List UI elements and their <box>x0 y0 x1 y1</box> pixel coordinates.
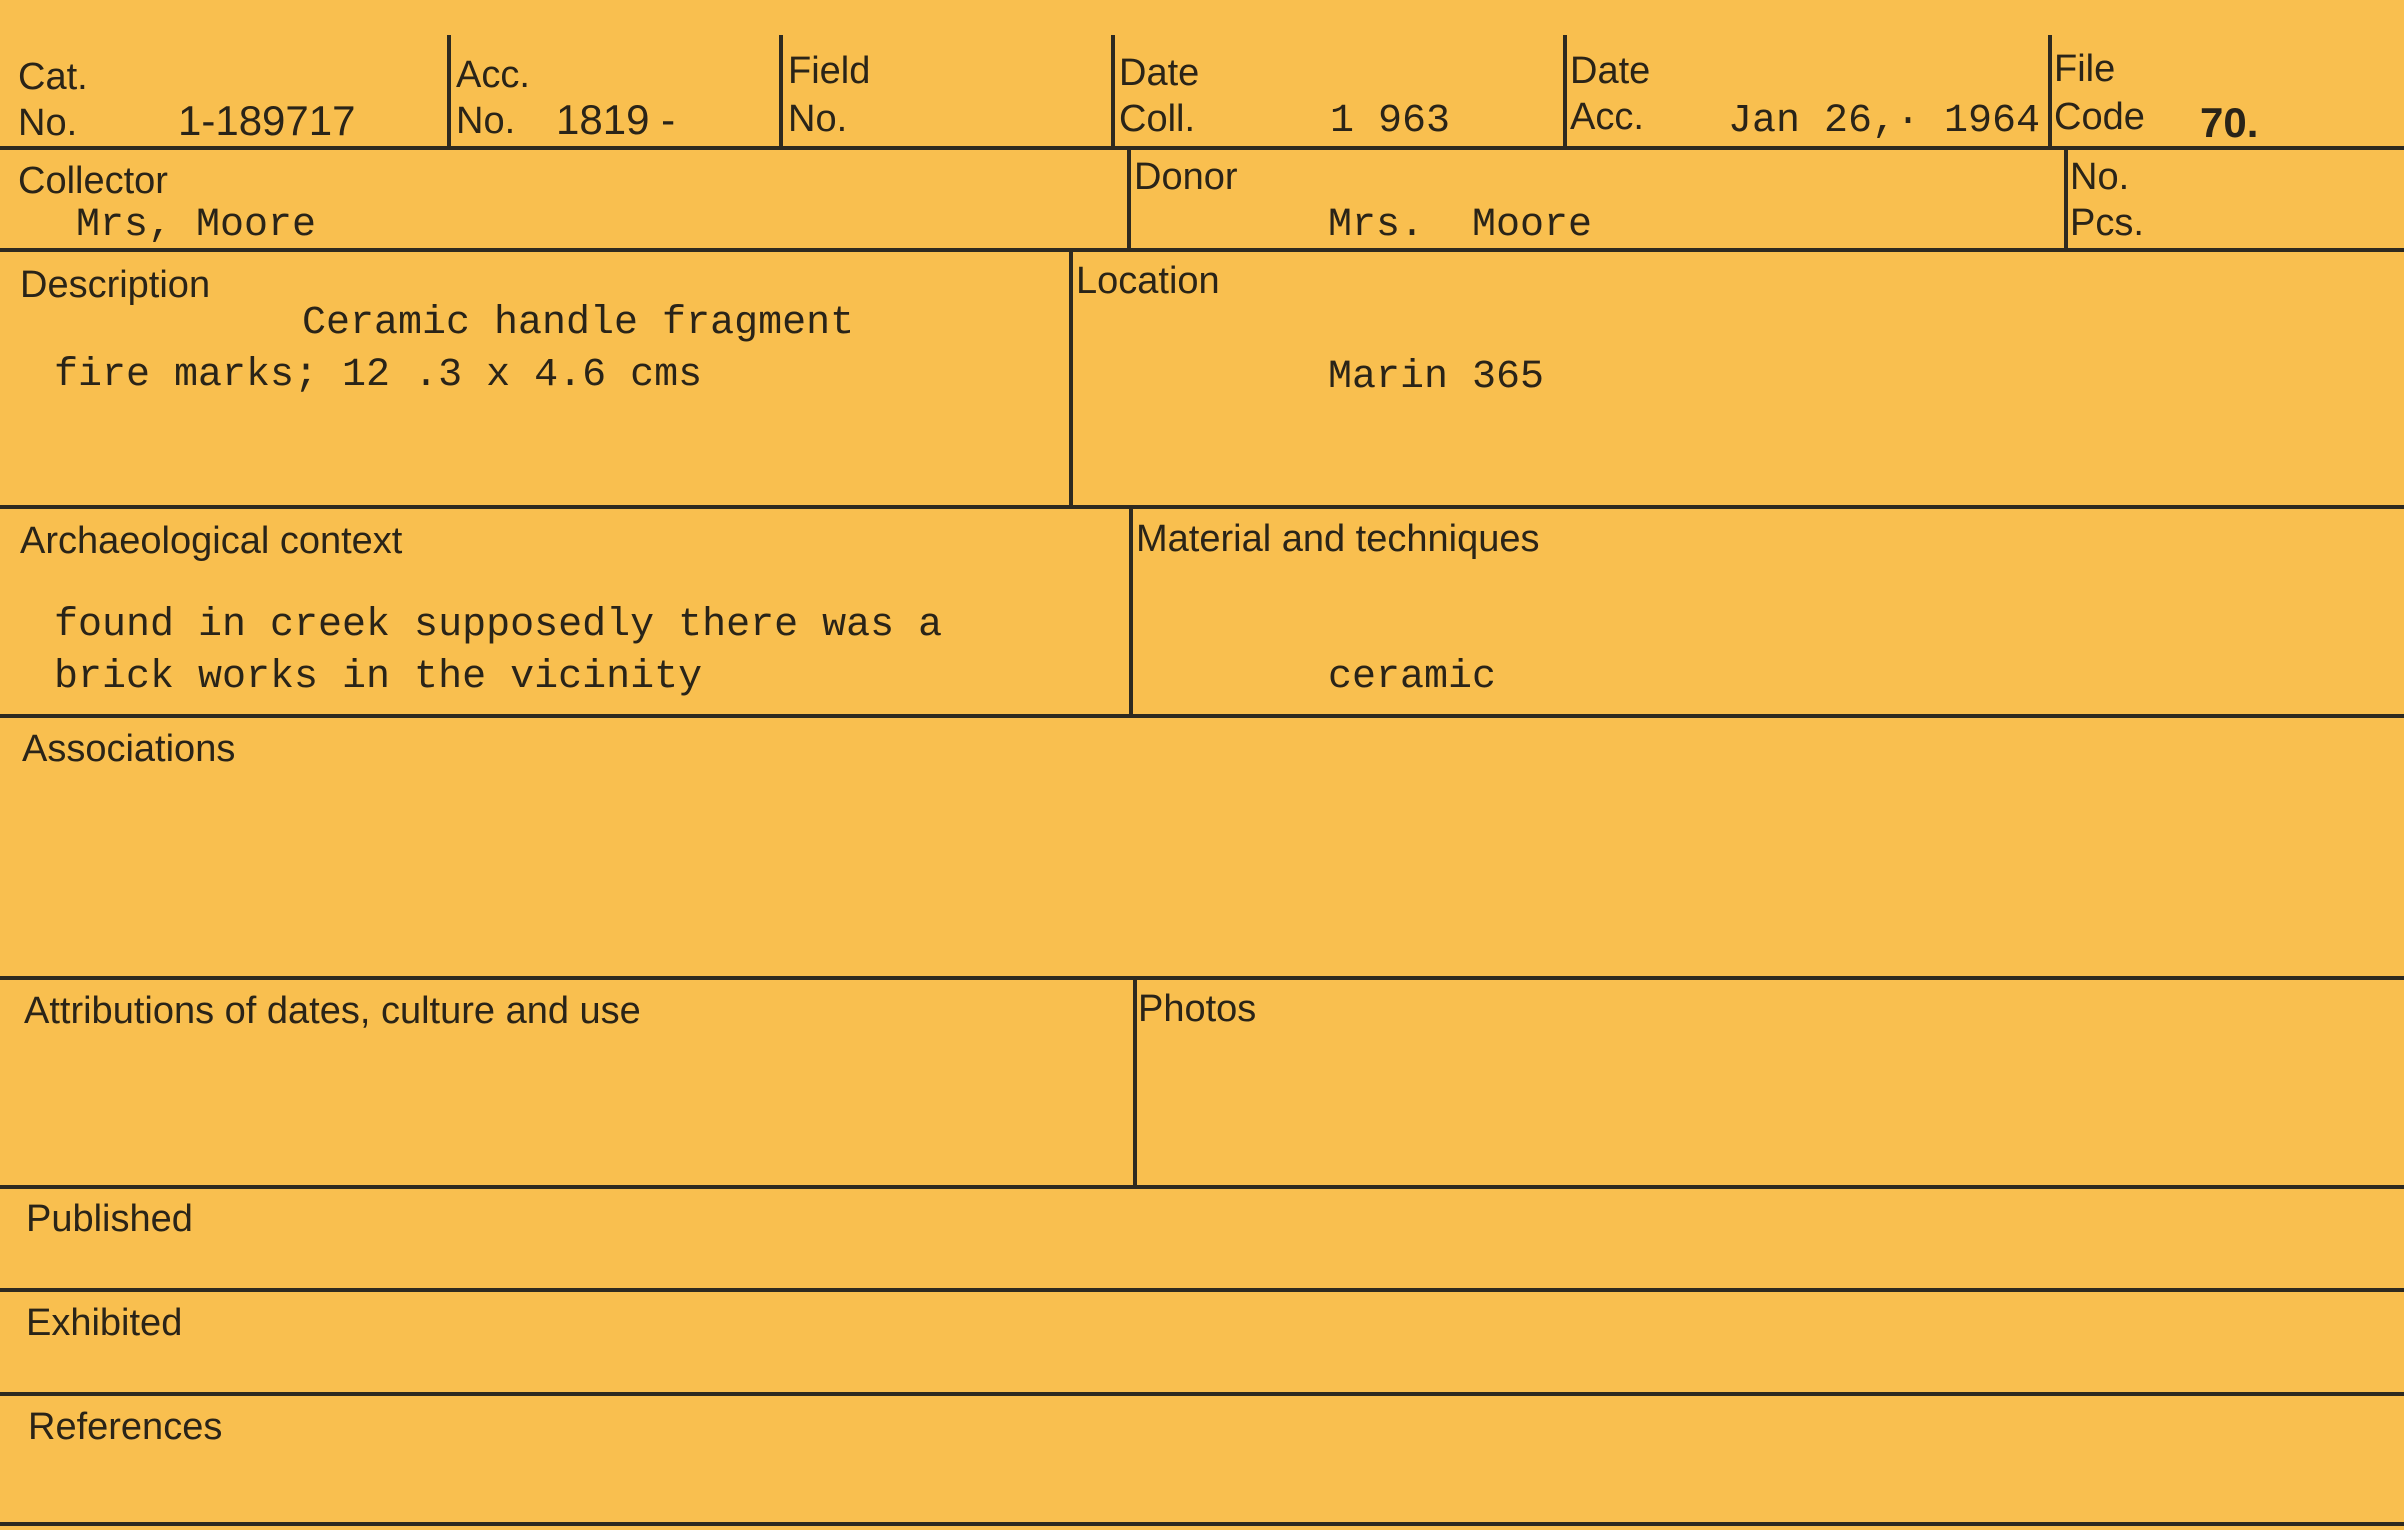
date-collected: 1 963 <box>1330 99 1451 144</box>
description-line-1: Ceramic handle fragment <box>302 301 855 346</box>
context-label: Archaeological context <box>20 520 403 562</box>
rule-attributions <box>0 1185 2404 1189</box>
rule-v-collector <box>1127 148 1131 250</box>
file-code: 70. <box>2200 99 2259 146</box>
pieces-pcs-label: Pcs. <box>2070 202 2144 244</box>
description-label: Description <box>20 264 211 306</box>
rule-v-datecoll <box>1563 35 1567 148</box>
rule-description <box>0 505 2404 509</box>
collector-label: Collector <box>18 160 168 202</box>
rule-context <box>0 714 2404 718</box>
field-no-label: No. <box>788 98 848 140</box>
date-acc-label: Date <box>1570 50 1651 92</box>
cat-label: Cat. <box>18 56 88 98</box>
donor-value: Mrs. Moore <box>1328 203 1593 248</box>
material-value: ceramic <box>1328 655 1497 700</box>
context-line-1: found in creek supposedly there was a <box>54 603 943 648</box>
rule-v-cat <box>447 35 451 148</box>
file-code-label: Code <box>2054 96 2145 138</box>
references-label: References <box>28 1406 223 1448</box>
rule-v-context <box>1129 507 1133 716</box>
pieces-no-label: No. <box>2070 156 2130 198</box>
cat-number: 1-189717 <box>178 97 356 144</box>
rule-header <box>0 146 2404 150</box>
acc-number: 1819 - <box>556 96 676 143</box>
date-coll-label: Date <box>1119 52 1200 94</box>
photos-label: Photos <box>1138 988 1257 1030</box>
file-label: File <box>2054 48 2116 90</box>
cat-no-label: No. <box>18 102 78 144</box>
date-coll-coll-label: Coll. <box>1119 98 1196 140</box>
collector-value: Mrs, Moore <box>76 203 317 248</box>
date-accessioned: Jan 26,· 1964 <box>1728 99 2041 144</box>
acc-no-label: No. <box>456 100 516 142</box>
associations-label: Associations <box>22 728 236 770</box>
rule-associations <box>0 976 2404 980</box>
field-label: Field <box>788 50 871 92</box>
attributions-label: Attributions of dates, culture and use <box>24 990 641 1032</box>
rule-v-description <box>1069 250 1073 507</box>
rule-collector <box>0 248 2404 252</box>
exhibited-label: Exhibited <box>26 1302 183 1344</box>
location-value: Marin 365 <box>1328 355 1545 400</box>
rule-bottom <box>0 1522 2404 1526</box>
rule-v-donor <box>2064 148 2068 250</box>
rule-v-acc <box>779 35 783 148</box>
donor-label: Donor <box>1134 156 1238 198</box>
date-acc-acc-label: Acc. <box>1570 96 1644 138</box>
location-label: Location <box>1076 260 1220 302</box>
rule-v-dateacc <box>2048 35 2052 148</box>
material-label: Material and techniques <box>1136 518 1540 560</box>
acc-label: Acc. <box>456 54 530 96</box>
rule-v-field <box>1111 35 1115 148</box>
published-label: Published <box>26 1198 193 1240</box>
description-line-2: fire marks; 12 .3 x 4.6 cms <box>54 353 703 398</box>
context-line-2: brick works in the vicinity <box>54 655 703 700</box>
rule-exhibited <box>0 1392 2404 1396</box>
rule-v-attributions <box>1133 978 1137 1187</box>
rule-published <box>0 1288 2404 1292</box>
